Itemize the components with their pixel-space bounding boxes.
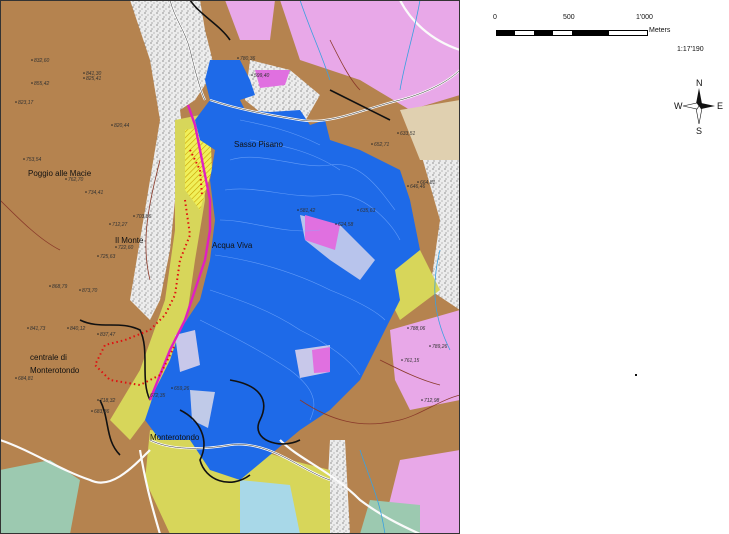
spot-height-label: 823,17 xyxy=(18,100,34,106)
spot-height-point xyxy=(429,345,431,347)
spot-height-label: 646,46 xyxy=(410,184,426,190)
spot-height-label: 780,36 xyxy=(240,56,256,62)
spot-height-point xyxy=(401,359,403,361)
spot-height-point xyxy=(85,191,87,193)
scale-unit: Meters xyxy=(649,27,671,34)
place-label-monterotondo: Monterotondo xyxy=(150,433,200,442)
compass-e: E xyxy=(717,101,724,111)
spot-height-label: 599,40 xyxy=(254,73,270,79)
spot-height-point xyxy=(407,327,409,329)
spot-height-label: 761,15 xyxy=(404,358,420,364)
compass-w: W xyxy=(674,101,683,111)
magenta-zone-2 xyxy=(312,347,330,373)
spot-height-point xyxy=(65,178,67,180)
spot-height-point xyxy=(171,387,173,389)
place-label-centrale-di: centrale di xyxy=(30,353,67,362)
spot-height-point xyxy=(97,255,99,257)
spot-height-point xyxy=(109,223,111,225)
spot-height-label: 712,98 xyxy=(424,398,440,404)
spot-height-label: 837,47 xyxy=(100,332,116,338)
place-label-centrale-monterotondo: Monterotondo xyxy=(30,366,80,375)
spot-height-label: 718,32 xyxy=(100,398,116,404)
spot-height-point xyxy=(23,158,25,160)
spot-height-label: 841,73 xyxy=(30,326,46,332)
spot-height-label: 712,27 xyxy=(112,222,128,228)
spot-height-point xyxy=(407,185,409,187)
spot-height-label: 683,86 xyxy=(94,409,110,415)
stray-mark xyxy=(635,374,637,376)
spot-height-label: 664,81 xyxy=(420,180,436,186)
spot-height-label: 624,58 xyxy=(338,222,354,228)
spot-height-label: 762,70 xyxy=(68,177,84,183)
spot-height-point xyxy=(147,394,149,396)
spot-height-label: 652,71 xyxy=(374,142,390,148)
spot-height-label: 868,79 xyxy=(52,284,68,290)
spot-height-point xyxy=(357,209,359,211)
spot-height-point xyxy=(67,327,69,329)
spot-height-label: 635,63 xyxy=(360,208,376,214)
spot-height-point xyxy=(31,82,33,84)
spot-height-point xyxy=(83,72,85,74)
scale-bar xyxy=(493,14,704,54)
spot-height-point xyxy=(27,327,29,329)
spot-height-label: 633,51 xyxy=(400,131,416,137)
spot-height-point xyxy=(91,410,93,412)
scale-ratio: 1:17'190 xyxy=(677,46,704,53)
spot-height-label: 841,30 xyxy=(86,71,102,77)
spot-height-point xyxy=(15,377,17,379)
north-arrow-icon xyxy=(674,76,724,136)
scale-tick-1000: 1'000 xyxy=(636,14,653,21)
spot-height-point xyxy=(83,77,85,79)
spot-height-label: 684,81 xyxy=(18,376,34,382)
spot-height-label: 734,41 xyxy=(88,190,104,196)
scale-bar-graphic xyxy=(496,30,648,36)
spot-height-point xyxy=(15,101,17,103)
spot-height-label: 820,44 xyxy=(114,123,130,129)
spot-height-label: 703,86 xyxy=(136,214,152,220)
compass-s: S xyxy=(696,126,703,136)
spot-height-point xyxy=(111,124,113,126)
spot-height-point xyxy=(49,285,51,287)
spot-height-label: 722,60 xyxy=(118,245,134,251)
spot-height-label: 753,54 xyxy=(26,157,42,163)
spot-height-label: 840,12 xyxy=(70,326,86,332)
spot-height-point xyxy=(335,223,337,225)
spot-height-label: 873,70 xyxy=(82,288,98,294)
spot-height-point xyxy=(297,209,299,211)
spot-height-label: 789,26 xyxy=(432,344,448,350)
spot-height-point xyxy=(97,333,99,335)
spot-height-label: 581,42 xyxy=(300,208,316,214)
spot-height-label: 725,63 xyxy=(100,254,116,260)
spot-height-label: 672,35 xyxy=(150,393,166,399)
spot-height-point xyxy=(31,59,33,61)
scale-tick-500: 500 xyxy=(563,14,575,21)
spot-height-point xyxy=(79,289,81,291)
spot-height-point xyxy=(237,57,239,59)
spot-height-point xyxy=(421,399,423,401)
spot-height-label: 832,60 xyxy=(34,58,50,64)
place-label-acqua-viva: Acqua Viva xyxy=(212,241,253,250)
spot-height-label: 659,26 xyxy=(174,386,190,392)
spot-height-label: 788,06 xyxy=(410,326,426,332)
spot-height-label: 825,41 xyxy=(86,76,102,82)
spot-height-label: 855,42 xyxy=(34,81,50,87)
spot-height-point xyxy=(397,132,399,134)
spot-height-point xyxy=(417,181,419,183)
spot-height-point xyxy=(251,74,253,76)
place-label-il-monte: Il Monte xyxy=(115,236,144,245)
spot-height-point xyxy=(133,215,135,217)
spot-height-point xyxy=(371,143,373,145)
spot-height-point xyxy=(97,399,99,401)
compass-n: N xyxy=(696,78,703,88)
place-label-poggio-alle-macie: Poggio alle Macie xyxy=(28,169,92,178)
scale-tick-0: 0 xyxy=(493,14,497,21)
place-label-sasso-pisano: Sasso Pisano xyxy=(234,140,283,149)
spot-height-point xyxy=(115,246,117,248)
